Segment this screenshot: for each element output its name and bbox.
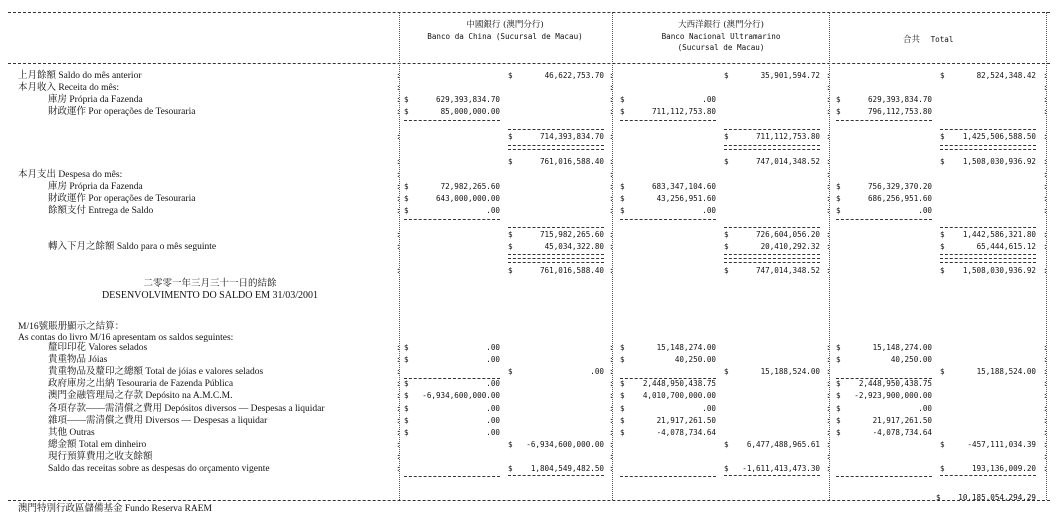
column-colon: :: [1043, 404, 1048, 413]
currency-sign: $: [404, 428, 409, 437]
intro-zh: M/16號賬册顯示之結算：: [18, 322, 125, 332]
column-colon: :: [1043, 157, 1048, 166]
currency-sign: $: [404, 343, 409, 352]
amount-b2-sub: .00: [702, 404, 716, 413]
amount-t-tot: 193,136,009.20: [971, 464, 1036, 473]
column-colon: :: [609, 440, 614, 449]
column-colon: :: [396, 242, 401, 251]
amount-t-tot: 15,188,524.00: [976, 367, 1036, 376]
subtotal-rule: [724, 475, 820, 476]
row-label: 釐印印花 Valores selados: [48, 343, 148, 353]
currency-sign: $: [508, 367, 513, 376]
amount-b1-tot: .00: [590, 367, 604, 376]
currency-sign: $: [724, 266, 729, 275]
amount-b1-sub: 643,000,000.00: [435, 194, 500, 203]
amount-b1-sub: .00: [486, 206, 500, 215]
column-colon: :: [826, 132, 831, 141]
row-label: 本月收入 Receita do mês:: [18, 83, 120, 93]
double-rule: [940, 254, 1036, 259]
column-colon: :: [826, 157, 831, 166]
amount-b2-tot: -1,611,413,473.30: [742, 464, 820, 473]
column-colon: :: [826, 404, 831, 413]
currency-sign: $: [940, 367, 945, 376]
currency-sign: $: [940, 464, 945, 473]
column-colon: :: [609, 379, 614, 388]
column-colon: :: [609, 194, 614, 203]
column-colon: :: [826, 452, 831, 461]
row-label: Saldo das receitas sobre as despesas do orçamento vigente: [48, 464, 270, 474]
column-colon: :: [609, 157, 614, 166]
amount-b2-tot: 711,112,753.80: [755, 132, 820, 141]
double-rule: [724, 254, 820, 259]
currency-sign: $: [404, 206, 409, 215]
subtotal-rule: [940, 227, 1036, 228]
currency-sign: $: [836, 391, 841, 400]
currency-sign: $: [940, 157, 945, 166]
column-colon: :: [396, 367, 401, 376]
amount-t-sub: -4,078,734.64: [872, 428, 932, 437]
header-bank2-pt1: Banco Nacional Ultramarino: [661, 32, 781, 41]
subtotal-rule: [940, 475, 1036, 476]
fund-label: 澳門特別行政區儲備基金 Fundo Reserva RAEM: [18, 504, 212, 514]
amount-t-tot: 1,442,586,321.80: [962, 230, 1036, 239]
subtotal-rule: [724, 262, 820, 263]
column-colon: :: [396, 132, 401, 141]
row-label: 財政運作 Por operações de Tesouraria: [48, 194, 196, 204]
intro-pt: As contas do livro M/16 apresentam os saldos seguintes:: [18, 333, 234, 343]
currency-sign: $: [724, 132, 729, 141]
row-label: 政府庫房之出納 Tesouraria de Fazenda Pública: [48, 379, 234, 389]
currency-sign: $: [620, 355, 625, 364]
column-colon: :: [826, 416, 831, 425]
column-colon: :: [1043, 194, 1048, 203]
currency-sign: $: [940, 71, 945, 80]
column-colon: :: [826, 343, 831, 352]
subtotal-rule: [404, 378, 500, 379]
currency-sign: $: [724, 464, 729, 473]
currency-sign: $: [836, 428, 841, 437]
subtotal-rule: [836, 476, 932, 477]
currency-sign: $: [724, 157, 729, 166]
amount-t-tot: 1,508,030,936.92: [962, 266, 1036, 275]
amount-b2-sub: .00: [702, 95, 716, 104]
amount-b2-sub: 711,112,753.80: [651, 107, 716, 116]
subtotal-rule: [508, 262, 604, 263]
currency-sign: $: [836, 355, 841, 364]
amount-t-sub: 21,917,261.50: [872, 416, 932, 425]
currency-sign: $: [404, 404, 409, 413]
column-colon: :: [396, 464, 401, 473]
subtotal-rule: [836, 219, 932, 220]
currency-sign: $: [404, 95, 409, 104]
column-colon: :: [609, 367, 614, 376]
row-label: 餘額支付 Entrega de Saldo: [48, 206, 154, 216]
row-label: 總金額 Total em dinheiro: [48, 440, 147, 450]
column-colon: :: [396, 95, 401, 104]
currency-sign: $: [508, 132, 513, 141]
currency-sign: $: [404, 194, 409, 203]
column-colon: :: [826, 266, 831, 275]
subtotal-rule: [508, 475, 604, 476]
column-colon: :: [396, 206, 401, 215]
amount-b2-sub: 43,256,951.60: [656, 194, 716, 203]
amount-b1-tot: 715,982,265.60: [539, 230, 604, 239]
currency-sign: $: [508, 157, 513, 166]
amount-b1-sub: -6,934,600,000.00: [422, 391, 500, 400]
subtotal-rule: [836, 120, 932, 121]
column-colon: :: [396, 170, 401, 179]
amount-b1-sub: .00: [486, 343, 500, 352]
column-colon: :: [1043, 206, 1048, 215]
column-colon: :: [826, 440, 831, 449]
header-bank1-pt: Banco da China (Sucursal de Macau): [427, 32, 583, 41]
subtotal-rule: [940, 129, 1036, 130]
row-label: 庫房 Própria da Fazenda: [48, 182, 143, 192]
column-colon: :: [826, 83, 831, 92]
currency-sign: $: [836, 404, 841, 413]
row-label: 上月餘額 Saldo do mês anterior: [18, 71, 142, 81]
amount-t-sub: 796,112,753.80: [867, 107, 932, 116]
subtotal-rule: [404, 219, 500, 220]
column-colon: :: [396, 379, 401, 388]
header-bank2-zh: 大西洋銀行 (澳門分行): [678, 20, 764, 30]
amount-t-tot: -457,111,034.39: [967, 440, 1036, 449]
double-rule: [940, 145, 1036, 150]
header-bnu: [614, 20, 828, 53]
header-total-pt: Total: [930, 35, 954, 44]
amount-t-sub: 15,148,274.00: [872, 343, 932, 352]
column-colon: :: [609, 343, 614, 352]
column-colon: :: [1043, 379, 1048, 388]
column-colon: :: [1043, 464, 1048, 473]
column-colon: :: [1043, 71, 1048, 80]
column-colon: :: [609, 464, 614, 473]
column-colon: :: [609, 132, 614, 141]
row-label: 澳門金融管理局之存款 Depósito na A.M.C.M.: [48, 391, 233, 401]
currency-sign: $: [940, 132, 945, 141]
column-colon: :: [609, 404, 614, 413]
amount-b1-sub: 85,000,000.00: [440, 107, 500, 116]
amount-b2-sub: 15,148,274.00: [656, 343, 716, 352]
amount-b1-sub: 72,982,265.60: [440, 182, 500, 191]
currency-sign: $: [836, 182, 841, 191]
column-colon: :: [396, 343, 401, 352]
column-colon: :: [1043, 440, 1048, 449]
column-colon: :: [826, 95, 831, 104]
amount-b1-tot: 1,804,549,482.50: [530, 464, 604, 473]
currency-sign: $: [836, 379, 841, 388]
column-colon: :: [396, 355, 401, 364]
column-colon: :: [826, 230, 831, 239]
column-colon: :: [396, 83, 401, 92]
row-label: 本月支出 Despesa do mês:: [18, 170, 123, 180]
column-colon: :: [609, 83, 614, 92]
amount-b2-tot: 20,410,292.32: [760, 242, 820, 251]
header-total: [903, 34, 953, 45]
column-colon: :: [826, 428, 831, 437]
column-colon: :: [609, 242, 614, 251]
currency-sign: $: [620, 391, 625, 400]
column-colon: :: [826, 170, 831, 179]
currency-sign: $: [620, 343, 625, 352]
subtotal-rule: [620, 120, 716, 121]
column-colon: :: [1043, 95, 1048, 104]
amount-b1-tot: 761,016,588.40: [539, 266, 604, 275]
double-rule: [508, 145, 604, 150]
currency-sign: $: [508, 71, 513, 80]
row-label: 貴重物品 Jóias: [48, 355, 108, 365]
column-colon: :: [609, 107, 614, 116]
column-colon: :: [396, 391, 401, 400]
currency-sign: $: [620, 182, 625, 191]
column-colon: :: [609, 416, 614, 425]
currency-sign: $: [508, 230, 513, 239]
column-colon: :: [609, 170, 614, 179]
amount-b1-tot: 714,393,834.70: [539, 132, 604, 141]
column-colon: :: [396, 416, 401, 425]
subtotal-rule: [620, 378, 716, 379]
currency-sign: $: [404, 107, 409, 116]
amount-b1-sub: .00: [486, 355, 500, 364]
currency-sign: $: [836, 107, 841, 116]
column-colon: :: [1043, 182, 1048, 191]
amount-t-sub: 756,329,370.20: [867, 182, 932, 191]
currency-sign: $: [508, 242, 513, 251]
subtotal-rule: [940, 262, 1036, 263]
column-colon: :: [826, 391, 831, 400]
column-colon: :: [1043, 416, 1048, 425]
column-colon: :: [1043, 242, 1048, 251]
currency-sign: $: [940, 230, 945, 239]
subtotal-rule: [836, 378, 932, 379]
fund-currency: $: [936, 493, 941, 502]
currency-sign: $: [940, 266, 945, 275]
column-colon: :: [826, 355, 831, 364]
column-colon: :: [1043, 83, 1048, 92]
column-colon: :: [1043, 355, 1048, 364]
subtotal-rule: [404, 120, 500, 121]
row-label: 各項存款——需清償之費用 Depósitos diversos — Despesas a liquidar: [48, 404, 325, 414]
amount-b2-tot: 35,901,594.72: [760, 71, 820, 80]
amount-b2-tot: 6,477,488,965.61: [746, 440, 820, 449]
subtotal-rule: [508, 227, 604, 228]
column-colon: :: [1043, 266, 1048, 275]
amount-b2-tot: 726,604,056.20: [755, 230, 820, 239]
amount-t-sub: 629,393,834.70: [867, 95, 932, 104]
amount-t-sub: -2,923,900,000.00: [854, 391, 932, 400]
column-colon: :: [1043, 132, 1048, 141]
column-colon: :: [609, 391, 614, 400]
column-colon: :: [396, 452, 401, 461]
currency-sign: $: [620, 416, 625, 425]
amount-b1-tot: 46,622,753.70: [544, 71, 604, 80]
row-label: 轉入下月之餘額 Saldo para o mês seguinte: [48, 242, 217, 252]
currency-sign: $: [620, 428, 625, 437]
currency-sign: $: [724, 440, 729, 449]
column-colon: :: [826, 367, 831, 376]
column-colon: :: [826, 206, 831, 215]
subtotal-rule: [724, 227, 820, 228]
currency-sign: $: [724, 242, 729, 251]
amount-b2-sub: 40,250.00: [674, 355, 716, 364]
amount-b1-sub: .00: [486, 404, 500, 413]
currency-sign: $: [724, 230, 729, 239]
header-total-zh: 合共: [903, 34, 921, 44]
amount-b2-tot: 747,014,348.52: [755, 157, 820, 166]
fund-total: 10,185,054,294.29: [958, 493, 1036, 502]
currency-sign: $: [940, 242, 945, 251]
column-colon: :: [396, 404, 401, 413]
header-bank-of-china: [400, 20, 610, 42]
column-colon: :: [1043, 230, 1048, 239]
currency-sign: $: [404, 391, 409, 400]
amount-t-tot: 82,524,348.42: [976, 71, 1036, 80]
amount-b2-sub: 683,347,104.60: [651, 182, 716, 191]
column-colon: :: [1043, 367, 1048, 376]
column-colon: :: [396, 428, 401, 437]
currency-sign: $: [836, 194, 841, 203]
column-colon: :: [1043, 170, 1048, 179]
column-colon: :: [609, 355, 614, 364]
currency-sign: $: [836, 95, 841, 104]
amount-b1-tot: 45,034,322.80: [544, 242, 604, 251]
column-colon: :: [826, 242, 831, 251]
column-colon: :: [396, 194, 401, 203]
row-label: 財政運作 Por operações de Tesouraria: [48, 107, 196, 117]
column-colon: :: [609, 428, 614, 437]
amount-b2-tot: 15,188,524.00: [760, 367, 820, 376]
header-bank1-zh: 中國銀行 (澳門分行): [466, 20, 544, 30]
column-colon: :: [396, 230, 401, 239]
column-colon: :: [396, 157, 401, 166]
amount-b2-sub: .00: [702, 206, 716, 215]
subtotal-rule: [724, 129, 820, 130]
amount-t-sub: .00: [918, 404, 932, 413]
column-colon: :: [396, 266, 401, 275]
currency-sign: $: [724, 367, 729, 376]
subtotal-rule: [404, 476, 500, 477]
amount-t-sub: 2,448,950,438.75: [858, 379, 932, 388]
amount-b1-sub: 629,393,834.70: [435, 95, 500, 104]
currency-sign: $: [404, 416, 409, 425]
column-colon: :: [826, 182, 831, 191]
column-colon: :: [826, 379, 831, 388]
currency-sign: $: [508, 440, 513, 449]
column-colon: :: [396, 182, 401, 191]
currency-sign: $: [404, 182, 409, 191]
currency-sign: $: [940, 440, 945, 449]
currency-sign: $: [404, 355, 409, 364]
amount-b1-tot: 761,016,588.40: [539, 157, 604, 166]
column-colon: :: [609, 71, 614, 80]
currency-sign: $: [836, 343, 841, 352]
currency-sign: $: [404, 379, 409, 388]
column-colon: :: [1043, 391, 1048, 400]
row-label: 貴重物品及釐印之總額 Total de jóias e valores selados: [48, 367, 264, 377]
double-rule: [508, 254, 604, 259]
currency-sign: $: [620, 404, 625, 413]
amount-b2-tot: 747,014,348.52: [755, 266, 820, 275]
currency-sign: $: [620, 107, 625, 116]
amount-b1-sub: .00: [486, 379, 500, 388]
column-colon: :: [609, 230, 614, 239]
currency-sign: $: [508, 266, 513, 275]
section-title-zh: 二零零一年三月三十一日的結餘: [143, 279, 277, 289]
column-colon: :: [609, 182, 614, 191]
column-colon: :: [1043, 452, 1048, 461]
subtotal-rule: [508, 129, 604, 130]
subtotal-rule: [620, 476, 716, 477]
column-colon: :: [826, 464, 831, 473]
amount-b2-sub: -4,078,734.64: [656, 428, 716, 437]
column-colon: :: [609, 95, 614, 104]
row-label: 庫房 Própria da Fazenda: [48, 95, 143, 105]
column-colon: :: [826, 71, 831, 80]
currency-sign: $: [836, 206, 841, 215]
header-rule: [8, 63, 1050, 64]
amount-t-tot: 1,425,506,588.50: [962, 132, 1036, 141]
amount-b2-sub: 21,917,261.50: [656, 416, 716, 425]
amount-b2-sub: 2,448,950,438.75: [642, 379, 716, 388]
column-colon: :: [396, 440, 401, 449]
column-colon: :: [609, 206, 614, 215]
currency-sign: $: [620, 194, 625, 203]
column-colon: :: [1043, 343, 1048, 352]
subtotal-rule: [620, 219, 716, 220]
amount-b2-sub: 4,010,700,000.00: [642, 391, 716, 400]
column-colon: :: [396, 71, 401, 80]
amount-b1-tot: -6,934,600,000.00: [526, 440, 604, 449]
amount-b1-sub: .00: [486, 428, 500, 437]
header-bank2-pt2: (Sucursal de Macau): [677, 43, 765, 52]
column-colon: :: [609, 266, 614, 275]
amount-t-sub: 40,250.00: [890, 355, 932, 364]
bottom-rule: [8, 500, 1050, 501]
amount-t-tot: 1,508,030,936.92: [962, 157, 1036, 166]
row-label: 其他 Outras: [48, 428, 95, 438]
column-colon: :: [1043, 107, 1048, 116]
amount-t-sub: .00: [918, 206, 932, 215]
amount-t-tot: 65,444,615.12: [976, 242, 1036, 251]
row-label: 現行預算費用之收支餘額: [48, 452, 153, 462]
amount-b1-sub: .00: [486, 416, 500, 425]
double-rule: [724, 145, 820, 150]
section-title-pt: DESENVOLVIMENTO DO SALDO EM 31/03/2001: [101, 290, 319, 301]
column-colon: :: [1043, 428, 1048, 437]
currency-sign: $: [620, 379, 625, 388]
amount-t-sub: 686,256,951.60: [867, 194, 932, 203]
currency-sign: $: [508, 464, 513, 473]
column-colon: :: [396, 107, 401, 116]
row-label: 雜項——需清償之費用 Diversos — Despesas a liquidar: [48, 416, 268, 426]
column-colon: :: [826, 194, 831, 203]
column-colon: :: [826, 107, 831, 116]
currency-sign: $: [836, 416, 841, 425]
top-rule: [8, 12, 1050, 13]
currency-sign: $: [724, 71, 729, 80]
currency-sign: $: [620, 95, 625, 104]
currency-sign: $: [620, 206, 625, 215]
column-colon: :: [609, 452, 614, 461]
